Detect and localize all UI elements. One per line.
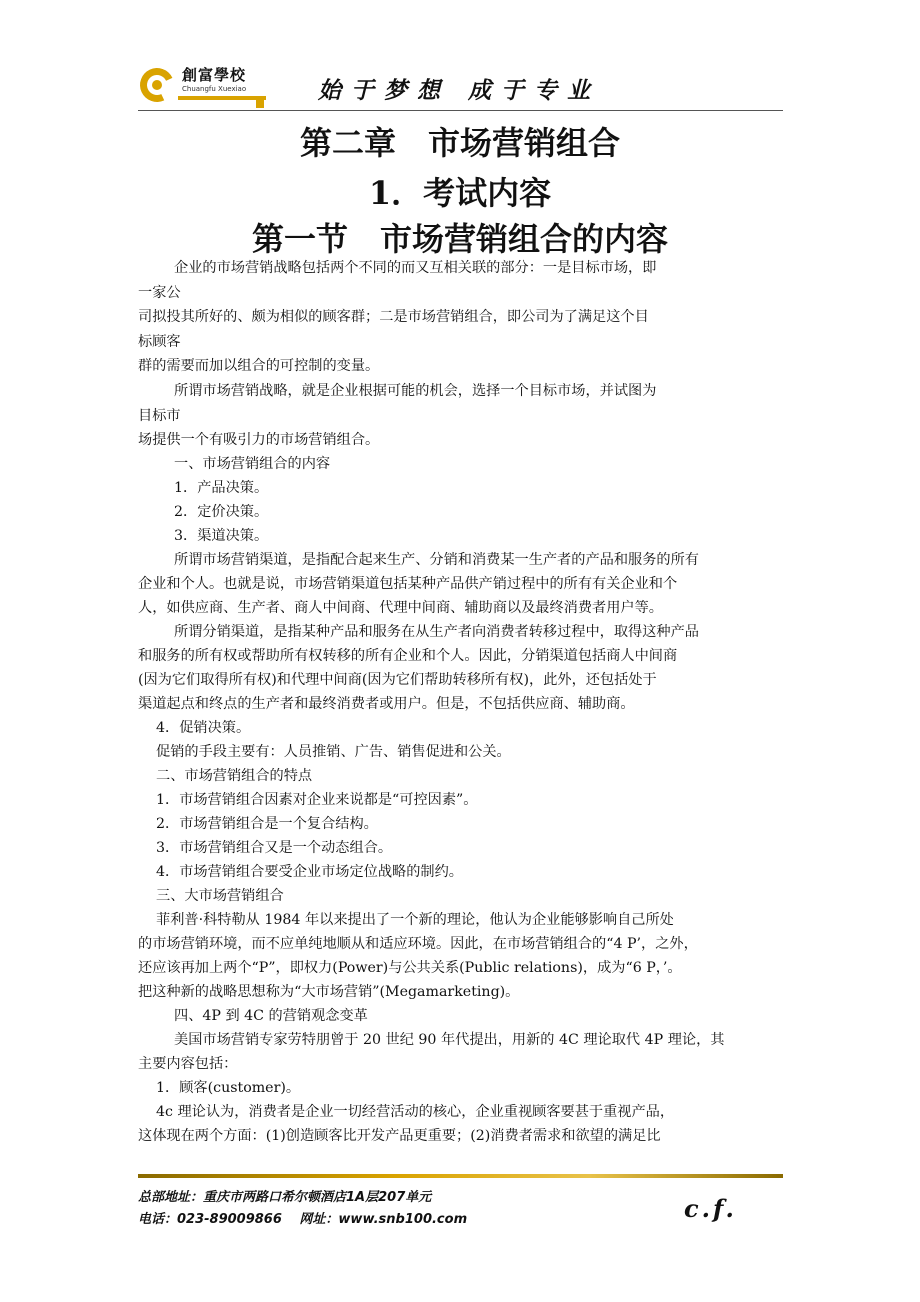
body-line: 这体现在两个方面：(1)创造顾客比开发产品更重要；(2)消费者需求和欲望的满足比 <box>138 1128 661 1144</box>
footer-divider <box>138 1174 783 1178</box>
section-title: 第一节 市场营销组合的内容 <box>251 220 668 258</box>
body-line: 二、市场营销组合的特点 <box>156 768 313 784</box>
chapter-title: 第二章 市场营销组合 <box>299 124 620 162</box>
body-line: 2．市场营销组合是一个复合结构。 <box>156 816 378 832</box>
body-line: 场提供一个有吸引力的市场营销组合。 <box>138 432 380 448</box>
body-line: 所谓市场营销渠道，是指配合起来生产、分销和消费某一生产者的产品和服务的所有 <box>174 552 699 568</box>
body-line: 主要内容包括： <box>138 1056 238 1072</box>
body-line: 3．市场营销组合又是一个动态组合。 <box>156 840 393 856</box>
body-line: 4．促销决策。 <box>156 720 251 736</box>
body-line: 三、大市场营销组合 <box>156 888 284 904</box>
body-line: 1．市场营销组合因素对企业来说都是“可控因素”。 <box>156 792 478 808</box>
body-line: 司拟投其所好的、颇为相似的顾客群；二是市场营销组合，即公司为了满足这个目 <box>138 309 649 325</box>
logo-key-tooth-icon <box>256 96 264 108</box>
body-line: 和服务的所有权或帮助所有权转移的所有企业和个人。因此，分销渠道包括商人中间商 <box>138 648 678 664</box>
body-line: 群的需要而加以组合的可控制的变量。 <box>138 358 380 374</box>
body-line: 3．渠道决策。 <box>174 528 269 544</box>
body-line: 目标市 <box>138 408 181 424</box>
header-slogan: 始于梦想 成于专业 <box>318 77 601 104</box>
body-line: 4c 理论认为，消费者是企业一切经营活动的核心，企业重视顾客要甚于重视产品， <box>156 1104 675 1120</box>
logo-text: 創富學校 <box>182 66 247 84</box>
body-line: 所谓分销渠道，是指某种产品和服务在从生产者向消费者转移过程中，取得这种产品 <box>174 624 699 640</box>
section-number-title: 1．考试内容 <box>368 174 552 212</box>
footer-address: 总部地址：重庆市两路口希尔顿酒店1A层207单元 <box>138 1190 432 1205</box>
body-line: 美国市场营销专家劳特朋曾于 20 世纪 90 年代提出，用新的 4C 理论取代 4P 理论，其 <box>174 1032 725 1048</box>
body-line: 一家公 <box>138 285 181 301</box>
body-line: 企业的市场营销战略包括两个不同的而又互相关联的部分：一是目标市场，即 <box>174 260 657 276</box>
footer-signature: c.f. <box>684 1194 737 1223</box>
body-line: 标顾客 <box>138 334 181 350</box>
page-header <box>138 58 783 114</box>
body-line: 还应该再加上两个“P”，即权力(Power)与公共关系(Public relations)，成为“6 P，’。 <box>138 960 682 976</box>
body-line: 渠道起点和终点的生产者和最终消费者或用户。但是，不包括供应商、辅助商。 <box>138 696 635 712</box>
body-line: 1．产品决策。 <box>174 480 269 496</box>
body-line: 4．市场营销组合要受企业市场定位战略的制约。 <box>156 864 463 880</box>
body-line: 的市场营销环境，而不应单纯地顺从和适应环境。因此，在市场营销组合的“4 P’，之外， <box>138 936 698 952</box>
body-line: 人，如供应商、生产者、商人中间商、代理中间商、辅助商以及最终消费者用户等。 <box>138 600 663 616</box>
body-line: 一、市场营销组合的内容 <box>174 456 331 472</box>
header-divider <box>138 110 783 111</box>
body-line: 促销的手段主要有：人员推销、广告、销售促进和公关。 <box>156 744 511 760</box>
body-line: (因为它们取得所有权)和代理中间商(因为它们帮助转移所有权)，此外，还包括处于 <box>138 672 657 688</box>
body-line: 所谓市场营销战略，就是企业根据可能的机会，选择一个目标市场，并试图为 <box>174 383 657 399</box>
logo-dot-icon <box>152 80 162 90</box>
school-logo <box>138 62 268 108</box>
footer-contact: 电话：023-89009866 网址：www.snb100.com <box>138 1212 468 1227</box>
body-line: 把这种新的战略思想称为“大市场营销”(Megamarketing)。 <box>138 984 520 1000</box>
body-line: 2．定价决策。 <box>174 504 269 520</box>
body-line: 菲利普·科特勒从 1984 年以来提出了一个新的理论，他认为企业能够影响自己所处 <box>156 912 674 928</box>
body-line: 企业和个人。也就是说，市场营销渠道包括某种产品供产销过程中的所有有关企业和个 <box>138 576 678 592</box>
logo-key-bar-icon <box>178 96 266 100</box>
body-line: 1．顾客(customer)。 <box>156 1080 301 1096</box>
body-line: 四、4P 到 4C 的营销观念变革 <box>174 1008 368 1024</box>
logo-subtext: Chuangfu Xuexiao <box>182 85 247 93</box>
